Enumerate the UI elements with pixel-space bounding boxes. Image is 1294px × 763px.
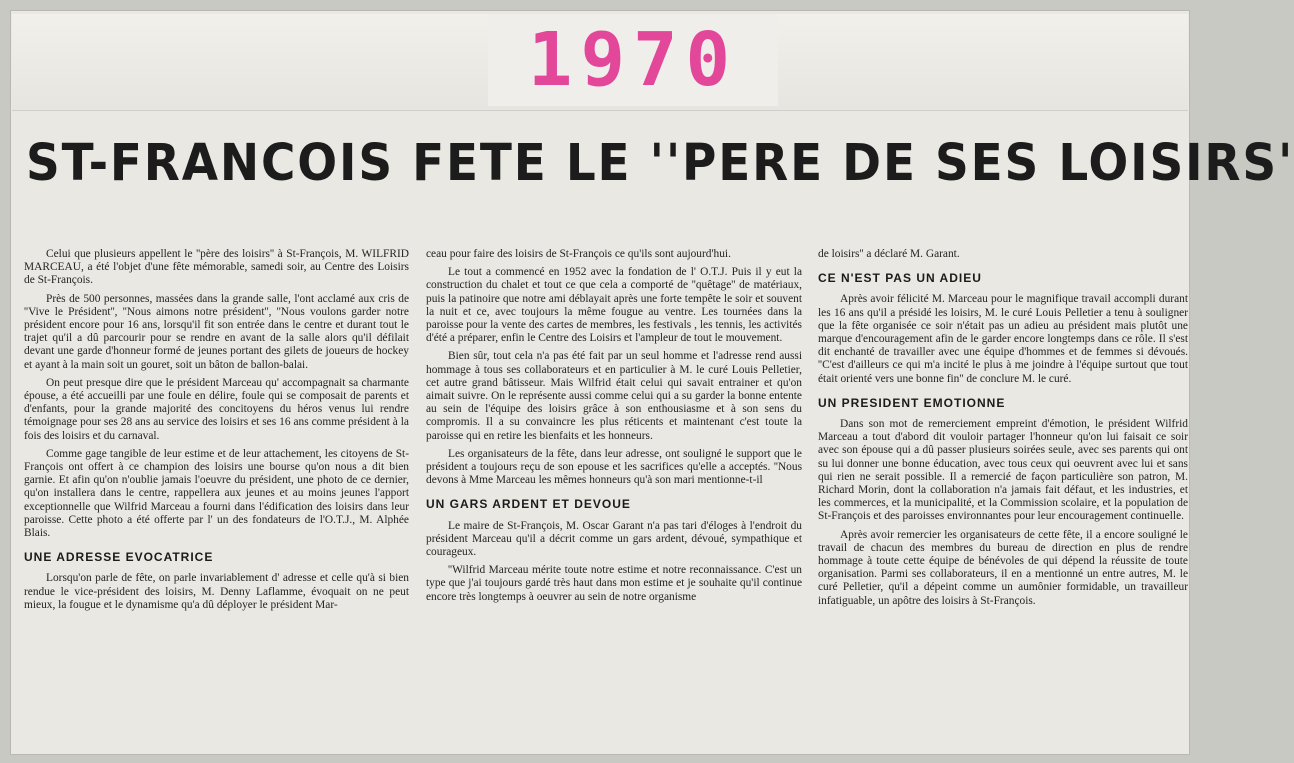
paragraph: Bien sûr, tout cela n'a pas été fait par un seul homme et l'adresse rend aussi hommage à tous ses collaborateurs et en particulier à M. le curé Louis Pelletier, cet autre grand bâtisseur. Mais Wilfrid était celui qui savait entrainer et qu'on aimait suivre. On le représente aussi comme celui qui a su garder la bonne entente au sein de l'équipe des loisirs grâce à son enthousiasme et à son sens du compromis. Il a su convaincre les plus réticents et maintenant c'est toute la paroisse qui en retire les bienfaits et les honneurs. (426, 350, 802, 442)
paragraph: On peut presque dire que le président Marceau qu' accompagnait sa charmante épouse, a été accueilli par une foule en délire, foule qui se composait de parents et d'enfants, pour la grande majorité des concitoyens du héros venus lui rendre témoignage pour ses 28 ans au service des loisirs et ses 16 ans comme président à la fois des loisirs et du carnaval. (24, 376, 409, 442)
article-body (24, 248, 1188, 738)
column-3 (818, 248, 1188, 738)
paragraph: Le tout a commencé en 1952 avec la fondation de l' O.T.J. Puis il y eut la construction du chalet et tout ce que cela a comporté de ''quêtage'' de matériaux, puis la patinoire que notre ami déblayait après une forte tempête le soir et souvent la nuit et ce, avec toujours la même fougue au ventre. Les tournées dans la paroisse pour la vente des cartes de membres, les festivals , les tennis, les activités d'été a préparer, enfin le Centre des Loisirs et l'ampleur de tout le mouvement. (426, 266, 802, 345)
paragraph: Près de 500 personnes, massées dans la grande salle, l'ont acclamé aux cris de ''Vive le Président'', ''Nous aimons notre président'', ''Nous voulons garder notre président encore pour 16 ans, lorsqu'il fit son entrée dans le centre et durant tout le trajet qu'il a dû parcourir pour se rendre en avant de la salle alors qu'il défilait devant une garde d'honneur formé de jeunes portant des gilets de joueurs de hockey et ayant à la main soit un gouret, soit un bâton de ballon-balai. (24, 292, 409, 371)
paragraph: de loisirs'' a déclaré M. Garant. (818, 248, 960, 260)
paragraph: ''Wilfrid Marceau mérite toute notre estime et notre reconnaissance. C'est un type que j'ai toujours gardé très haut dans mon estime et je souhaite qu'il continue encore très longtemps à oeuvrer au sein de notre organisme (426, 564, 802, 603)
paragraph: Celui que plusieurs appellent le ''père des loisirs'' à St-François, M. WILFRID MARCEAU, a été l'objet d'une fête mémorable, samedi soir, au Centre des Loisirs de St-François. (24, 248, 409, 287)
column-2 (426, 248, 802, 738)
subheading: CE N'EST PAS UN ADIEU (818, 271, 982, 286)
year-stamp: 1970 (488, 14, 778, 106)
paragraph: ceau pour faire des loisirs de St-François ce qu'ils sont aujourd'hui. (426, 248, 731, 260)
paragraph: Les organisateurs de la fête, dans leur adresse, ont souligné le support que le président a toujours reçu de son epouse et les sacrifices qu'elle a acceptés. ''Nous devons à Mme Marceau les mêmes honneurs qu'à son mari mentionne-t-il (426, 447, 802, 487)
subheading: UN GARS ARDENT ET DEVOUE (426, 497, 631, 512)
subheading: UN PRESIDENT EMOTIONNE (818, 395, 1006, 410)
paragraph: Après avoir félicité M. Marceau pour le magnifique travail accompli durant les 16 ans qu'il a présidé les loisirs, M. le curé Louis Pelletier a tenu à souligner que la fête organisée ce soir n'était pas un adieu au président mais plutôt une marque d'encouragement afin de le garder encore longtemps dans ce rôle. Il s'est dit enchanté de travailler avec une équipe d'hommes et de femmes si dévoués. ''C'est d'ailleurs ce qui m'a incité le plus à me joindre à l'équipe surtout que tout était orienté vers une bonne fin'' de conclure M. le curé. (818, 293, 1188, 385)
paragraph: Comme gage tangible de leur estime et de leur attachement, les citoyens de St-François ont offert à ce champion des loisirs une bourse qu'on nous a dit bien garnie. Et afin qu'on n'oublie jamais l'oeuvre du président, une photo de ce dernier, qu'on installera dans le centre, rappellera aux jeunes et au moins jeunes l'apport exceptionnelle que Wilfrid Marceau a fourni dans l'édification des loisirs dans leur paroisse. Cette photo a été offerte par l' un des fondateurs de l'O.T.J., M. Alphée Blais. (24, 447, 409, 540)
paragraph: Lorsqu'on parle de fête, on parle invariablement d' adresse et celle qu'à si bien rendue le vice-président des loisirs, M. Denny Laflamme, évoquait on ne peut mieux, la fougue et le dynamisme qu'a dû déployer le président Mar- (24, 572, 409, 611)
paragraph: Après avoir remercier les organisateurs de cette fête, il a encore souligné le travail de chacun des membres du bureau de direction en plus de rendre hommage à toute cette équipe de bénévoles de qui dépend la réussite de toute organisation. Parmi ses collaborateurs, il en a mentionné un entre autres, M. le curé Pelletier, qu'il a dépeint comme un aumônier formidable, un travailleur infatiguable, un apôtre des loisirs à St-François. (818, 528, 1188, 607)
article-headline: ST-FRANCOIS FETE LE ''PERE DE SES LOISIRS' (26, 134, 1294, 193)
paragraph: Dans son mot de remerciement empreint d'émotion, le président Wilfrid Marceau a tout d'abord dit vouloir partager l'honneur qu'on lui faisait ce soir avec son épouse qui a dû passer plusieurs soirées seule, avec ses parents qui ont su lui donner une bonne éducation, avec tous ceux qui oeuvrent avec lui et sans qui rien ne serait possible. Il a remercié de façon particulière son patron, M. Richard Morin, dont la collaboration n'a jamais fait défaut, et les industries, et les commerces, et la municipalité, et la Commission scolaire, et la population de St-François et des paroisses environnantes pour leur encouragement continuelle. (818, 418, 1188, 523)
paragraph: Le maire de St-François, M. Oscar Garant n'a pas tari d'éloges à l'endroit du président Marceau qu'il a décrit comme un gars ardent, dévoué, sympathique et courageux. (426, 519, 802, 559)
column-1 (24, 248, 409, 738)
subheading: UNE ADRESSE EVOCATRICE (24, 550, 214, 565)
